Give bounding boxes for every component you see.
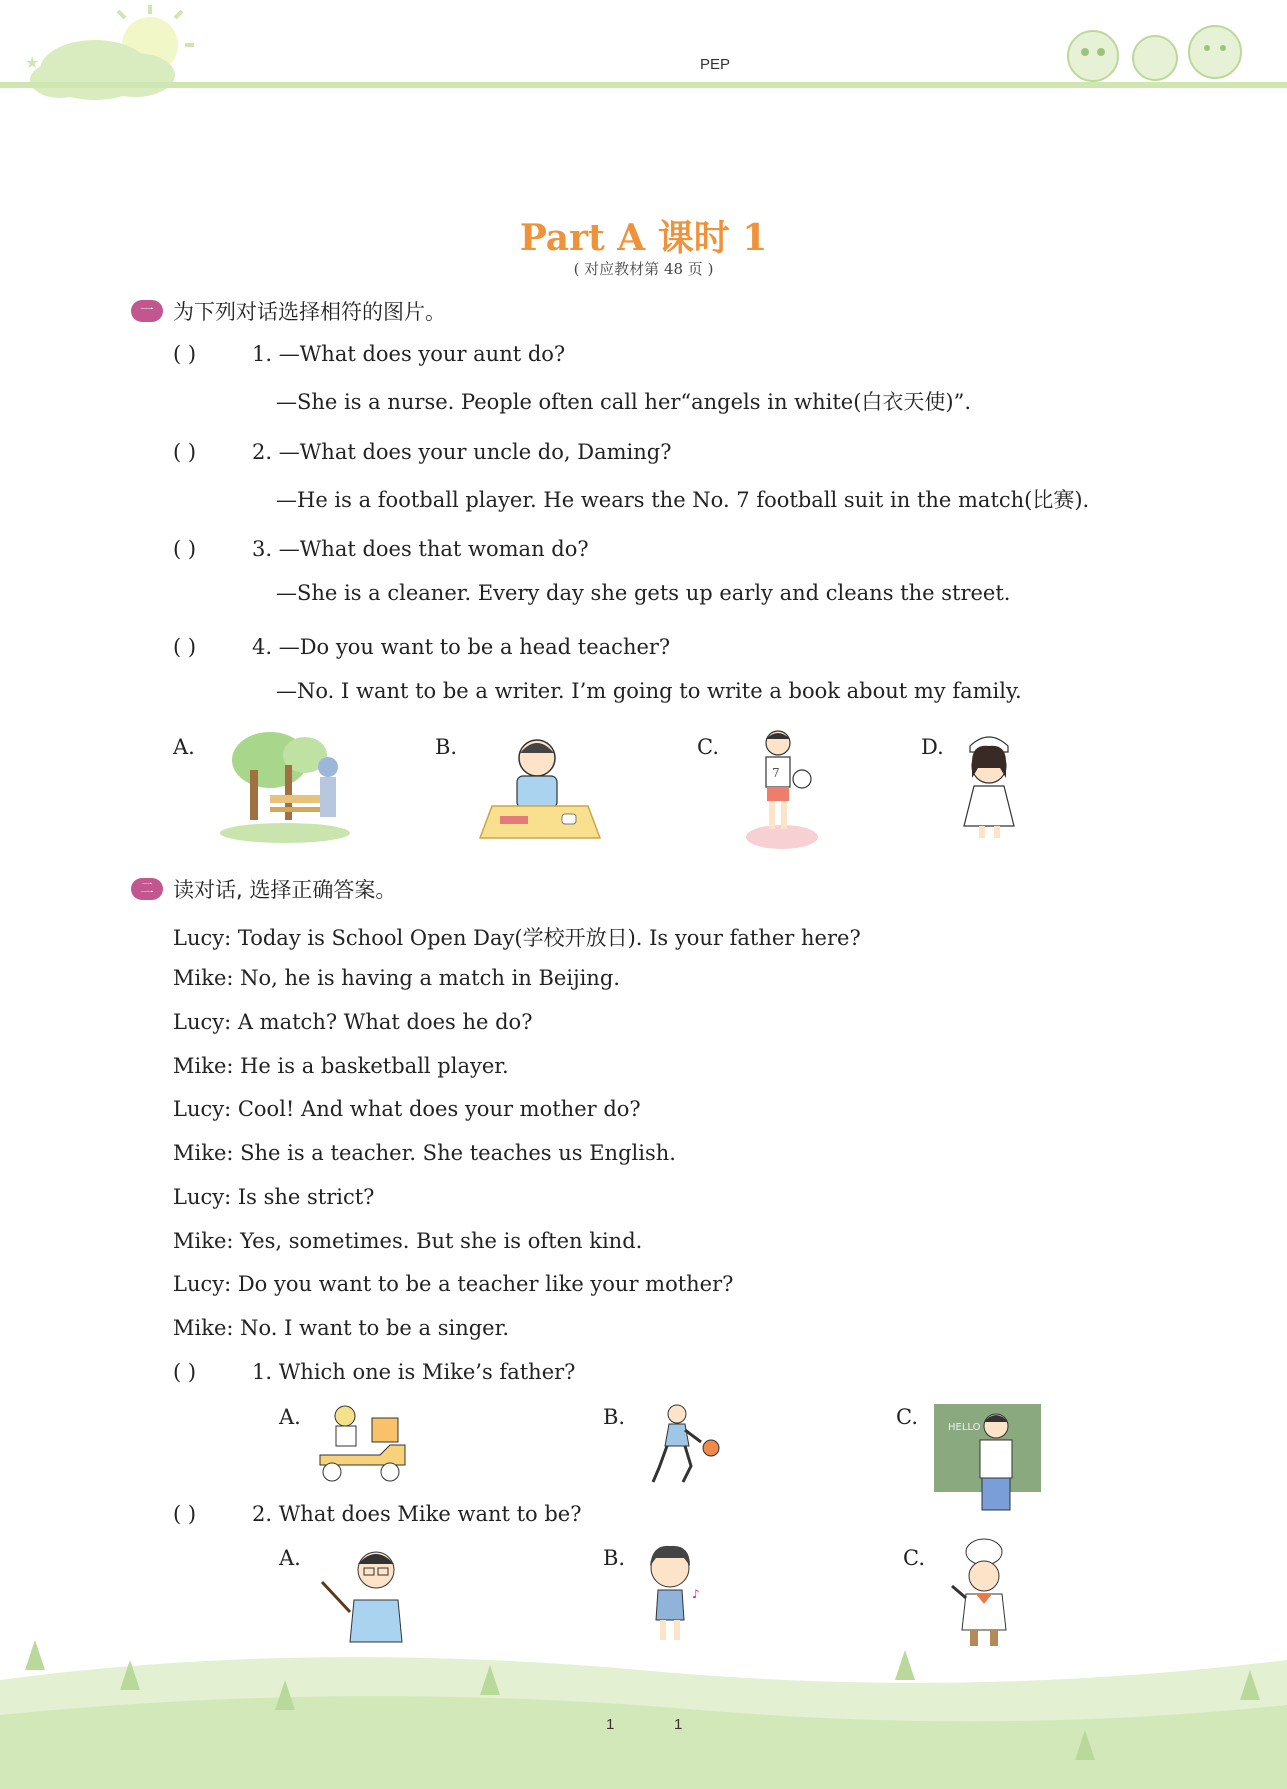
dialogue-line: Lucy: Is she strict? [173, 1185, 375, 1209]
dialogue-line: Lucy: Today is School Open Day(学校开放日). Is your father here? [173, 926, 861, 950]
dialogue-line: Mike: No. I want to be a singer. [173, 1316, 510, 1340]
section2-badge [131, 878, 163, 900]
option-label: A. [279, 1546, 301, 1570]
page-number-right: 1 [674, 1716, 683, 1733]
footer-landscape [0, 1620, 1287, 1789]
answer-blank[interactable]: ( ) [173, 440, 197, 464]
answer-blank[interactable]: ( ) [173, 1360, 197, 1384]
section1-badge [131, 300, 163, 322]
page-subtitle: ( 对应教材第 48 页 ) [573, 260, 714, 278]
dialogue-line: Mike: She is a teacher. She teaches us English. [173, 1141, 676, 1165]
basketball-player-picture [635, 1402, 725, 1492]
answer-line: —She is a cleaner. Every day she gets up early and cleans the street. [276, 581, 1011, 605]
header-line [0, 82, 1287, 88]
header-label: PEP [700, 56, 731, 73]
option-label: B. [435, 735, 458, 759]
option-label: C. [903, 1546, 925, 1570]
dialogue-line: Mike: Yes, sometimes. But she is often kind. [173, 1229, 643, 1253]
option-label: A. [279, 1405, 301, 1429]
question-line: 2. —What does your uncle do, Daming? [252, 440, 672, 464]
page-title: Part A 课时 1 [519, 217, 768, 259]
cleaner-picture [210, 725, 355, 845]
question-line: 3. —What does that woman do? [252, 537, 589, 561]
question-line: 1. —What does your aunt do? [252, 342, 566, 366]
answer-blank[interactable]: ( ) [173, 342, 197, 366]
section1-badge-text: 一 [140, 303, 154, 319]
option-label: A. [173, 735, 195, 759]
svg-text:7: 7 [772, 766, 780, 780]
svg-text:★: ★ [25, 53, 40, 72]
board-text: HELLO [948, 1422, 981, 1433]
nurse-picture [952, 728, 1027, 843]
answer-line: —She is a nurse. People often call her“angels in white(白衣天使)”. [276, 390, 972, 414]
answer-line: —He is a football player. He wears the No. 7 football suit in the match(比赛). [276, 488, 1090, 512]
question-line: 4. —Do you want to be a head teacher? [252, 635, 671, 659]
answer-blank[interactable]: ( ) [173, 537, 197, 561]
dialogue-line: Mike: No, he is having a match in Beijing. [173, 966, 620, 990]
answer-line: —No. I want to be a writer. I’m going to write a book about my family. [276, 679, 1022, 703]
football-player-picture [740, 725, 830, 855]
option-label: B. [603, 1546, 626, 1570]
header-decoration-animals [1055, 20, 1255, 85]
option-label: C. [697, 735, 719, 759]
page-number-left: 1 [606, 1716, 615, 1733]
svg-text:♪: ♪ [692, 1587, 700, 1601]
option-label: B. [603, 1405, 626, 1429]
dialogue-line: Lucy: Do you want to be a teacher like your mother? [173, 1272, 734, 1296]
section2-instruction: 读对话, 选择正确答案。 [173, 878, 397, 902]
question-line: 1. Which one is Mike’s father? [252, 1360, 576, 1384]
answer-blank[interactable]: ( ) [173, 1502, 197, 1526]
dialogue-line: Mike: He is a basketball player. [173, 1054, 509, 1078]
answer-blank[interactable]: ( ) [173, 635, 197, 659]
section1-instruction: 为下列对话选择相符的图片。 [173, 300, 446, 324]
question-line: 2. What does Mike want to be? [252, 1502, 582, 1526]
header-decoration-left [0, 0, 220, 110]
dialogue-line: Lucy: Cool! And what does your mother do? [173, 1097, 641, 1121]
option-label: C. [896, 1405, 918, 1429]
delivery-rider-picture [310, 1400, 415, 1485]
dialogue-line: Lucy: A match? What does he do? [173, 1010, 533, 1034]
section2-badge-text: 二 [140, 881, 154, 897]
teacher-at-board-picture [934, 1404, 1041, 1512]
option-label: D. [921, 735, 944, 759]
writer-picture [470, 728, 610, 843]
